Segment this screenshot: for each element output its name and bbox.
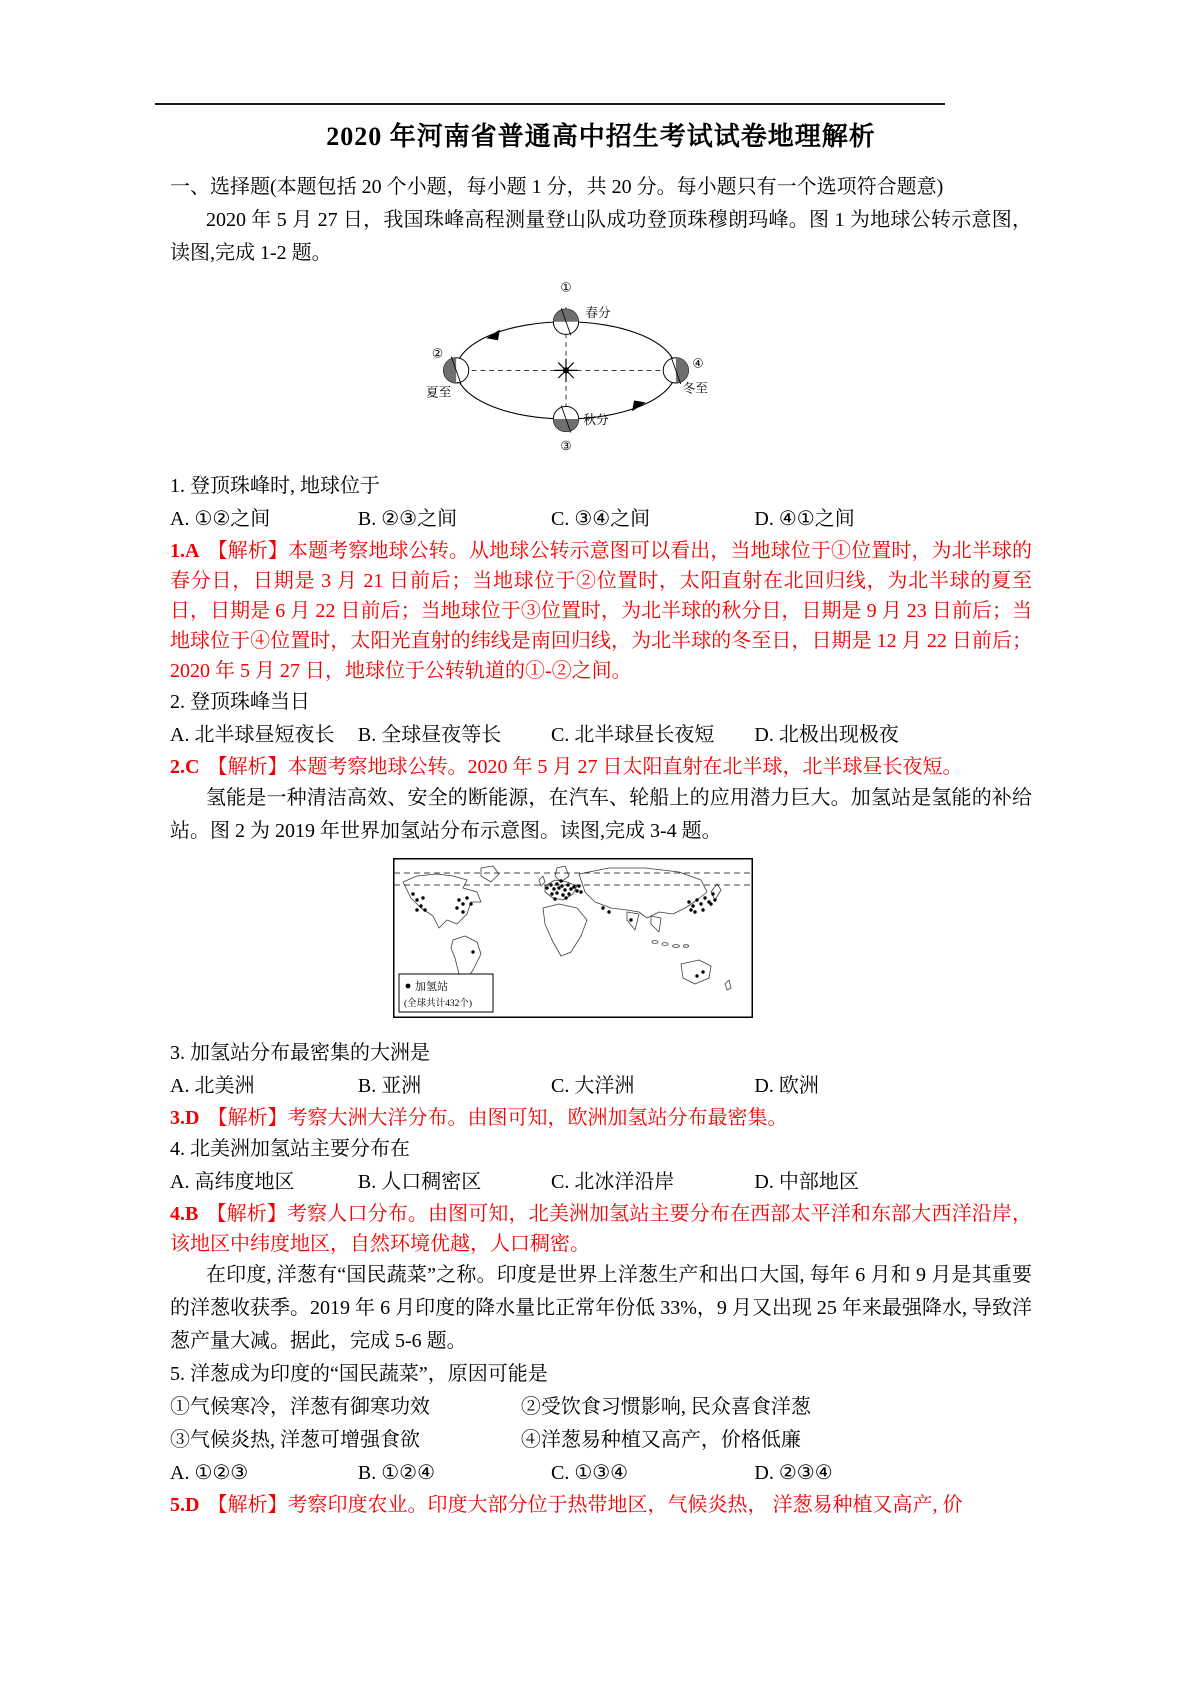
- q2-option-b: B. 全球昼夜等长: [357, 724, 502, 746]
- q2-option-d: D. 北极出现极夜: [754, 724, 899, 746]
- q4-answer: [170, 1199, 1032, 1259]
- q5-answer-label: 5.D: [170, 1494, 200, 1516]
- figure-hydrogen-station-map: [393, 858, 753, 1023]
- q3-option-d: D. 欧洲: [754, 1075, 819, 1097]
- fig1-label-1-num: ①: [560, 280, 572, 295]
- q1-answer-text: 【解析】本题考察地球公转。从地球公转示意图可以看出，当地球位于①位置时，为北半球的春分日，日期是 3 月 21 日前后；当地球位于②位置时，太阳直射在北回归线，为北半球的夏至日，日期是 6 月 22 日前后；当地球位于③位置时，为北半球的秋分日，日期是 9 月 23 日前后；当地球位于④位置时，太阳光直射的纬线是南回归线，为北半球的冬至日，日期是 12 月 22 日前后；2020 年 5 月 27 日，地球位于公转轨道的①-②之间。: [170, 540, 1032, 682]
- q1-answer: [170, 536, 1032, 686]
- earth-revolution-diagram: [420, 278, 712, 453]
- q2-answer-label: 2.C: [170, 756, 200, 778]
- q4-answer-text: 【解析】考察人口分布。由图可知，北美洲加氢站主要分布在西部太平洋和东部大西洋沿岸，该地区中纬度地区，自然环境优越，人口稠密。: [170, 1203, 1032, 1255]
- q2-answer: [170, 752, 1032, 782]
- q1-answer-label: 1.A: [170, 540, 200, 562]
- q5-stem: 5. 洋葱成为印度的“国民蔬菜”，原因可能是: [170, 1363, 548, 1385]
- header-rule: [155, 103, 945, 105]
- legend-label: 加氢站: [415, 981, 448, 993]
- q3-answer-label: 3.D: [170, 1107, 200, 1129]
- q2-option-c: C. 北半球昼长夜短: [550, 724, 715, 746]
- q4-option-a: A. 高纬度地区: [170, 1171, 295, 1193]
- q4-answer-label: 4.B: [170, 1203, 199, 1225]
- fig1-label-3-text: 秋分: [583, 412, 609, 427]
- q1-options: [170, 503, 1032, 536]
- q3-answer-text: 【解析】考察大洲大洋分布。由图可知，欧洲加氢站分布最密集。: [207, 1107, 788, 1129]
- q4-options: [170, 1166, 1032, 1199]
- q4-option-c: C. 北冰洋沿岸: [550, 1171, 675, 1193]
- q2-options: [170, 719, 1032, 752]
- map-legend: [399, 974, 493, 1012]
- page-title: 2020 年河南省普通高中招生考试试卷地理解析: [326, 122, 876, 151]
- fig1-label-1-text: 春分: [585, 305, 611, 320]
- q3-option-b: B. 亚洲: [357, 1075, 422, 1097]
- q3-option-c: C. 大洋洲: [550, 1075, 635, 1097]
- legend-dot-icon: [406, 984, 411, 989]
- q5-suboptions-row-2: [170, 1424, 1032, 1457]
- fig1-label-2-text: 夏至: [426, 385, 452, 400]
- q5-suboption-2: ②受饮食习惯影响, 民众喜食洋葱: [520, 1396, 811, 1418]
- q5-answer: [170, 1490, 1032, 1520]
- q5-suboption-3: ③气候炎热, 洋葱可增强食欲: [170, 1429, 420, 1451]
- q1-stem: 1. 登顶珠峰时, 地球位于: [170, 475, 380, 497]
- legend-count: (全球共计432个): [404, 999, 473, 1009]
- q2-stem: 2. 登顶珠峰当日: [170, 691, 310, 713]
- q5-option-b: B. ①②④: [357, 1462, 436, 1484]
- fig1-label-4-text: 冬至: [682, 381, 708, 396]
- q4-option-d: D. 中部地区: [754, 1171, 859, 1193]
- q3-options: [170, 1070, 1032, 1103]
- fig1-label-4-num: ④: [692, 356, 704, 371]
- q2-answer-text: 【解析】本题考察地球公转。2020 年 5 月 27 日太阳直射在北半球，北半球昼长夜短。: [207, 756, 963, 778]
- q3-answer: [170, 1103, 1032, 1133]
- world-map: [393, 858, 753, 1018]
- q4-stem: 4. 北美洲加氢站主要分布在: [170, 1138, 410, 1160]
- q1-option-c: C. ③④之间: [550, 508, 651, 530]
- passage-3: 在印度, 洋葱有“国民蔬菜”之称。印度是世界上洋葱生产和出口大国, 每年 6 月和 9 月是其重要的洋葱收获季。2019 年 6 月印度的降水量比正常年份低 33%，9 月又出现 25 年来最强降水, 导致洋葱产量大减。据此，完成 5-6 题。: [170, 1264, 1032, 1352]
- q1-option-b: B. ②③之间: [357, 508, 458, 530]
- q5-option-c: C. ①③④: [550, 1462, 629, 1484]
- section-header: 一、选择题(本题包括 20 个小题，每小题 1 分，共 20 分。每小题只有一个选项符合题意): [170, 176, 944, 198]
- fig1-label-2-num: ②: [431, 346, 444, 361]
- q4-option-b: B. 人口稠密区: [357, 1171, 482, 1193]
- q5-suboption-4: ④洋葱易种植又高产，价格低廉: [520, 1429, 801, 1451]
- q3-option-a: A. 北美洲: [170, 1075, 255, 1097]
- q2-option-a: A. 北半球昼短夜长: [170, 724, 335, 746]
- sun-icon: [554, 359, 577, 382]
- q1-option-a: A. ①②之间: [170, 508, 271, 530]
- q5-answer-text: 【解析】考察印度农业。印度大部分位于热带地区，气候炎热， 洋葱易种植又高产, 价: [207, 1494, 963, 1516]
- q5-suboption-1: ①气候寒冷，洋葱有御寒功效: [170, 1396, 430, 1418]
- figure-earth-revolution: [420, 278, 712, 458]
- fig1-label-3-num: ③: [560, 439, 572, 453]
- q1-option-d: D. ④①之间: [754, 508, 855, 530]
- q5-suboptions-row-1: [170, 1391, 1032, 1424]
- q3-stem: 3. 加氢站分布最密集的大洲是: [170, 1042, 430, 1064]
- passage-1: 2020 年 5 月 27 日，我国珠峰高程测量登山队成功登顶珠穆朗玛峰。图 1 为地球公转示意图，读图,完成 1-2 题。: [170, 209, 1032, 264]
- passage-2: 氢能是一种清洁高效、安全的断能源，在汽车、轮船上的应用潜力巨大。加氢站是氢能的补给站。图 2 为 2019 年世界加氢站分布示意图。读图,完成 3-4 题。: [170, 787, 1032, 842]
- q5-option-d: D. ②③④: [754, 1462, 833, 1484]
- q5-option-a: A. ①②③: [170, 1462, 249, 1484]
- q5-options: [170, 1457, 1032, 1490]
